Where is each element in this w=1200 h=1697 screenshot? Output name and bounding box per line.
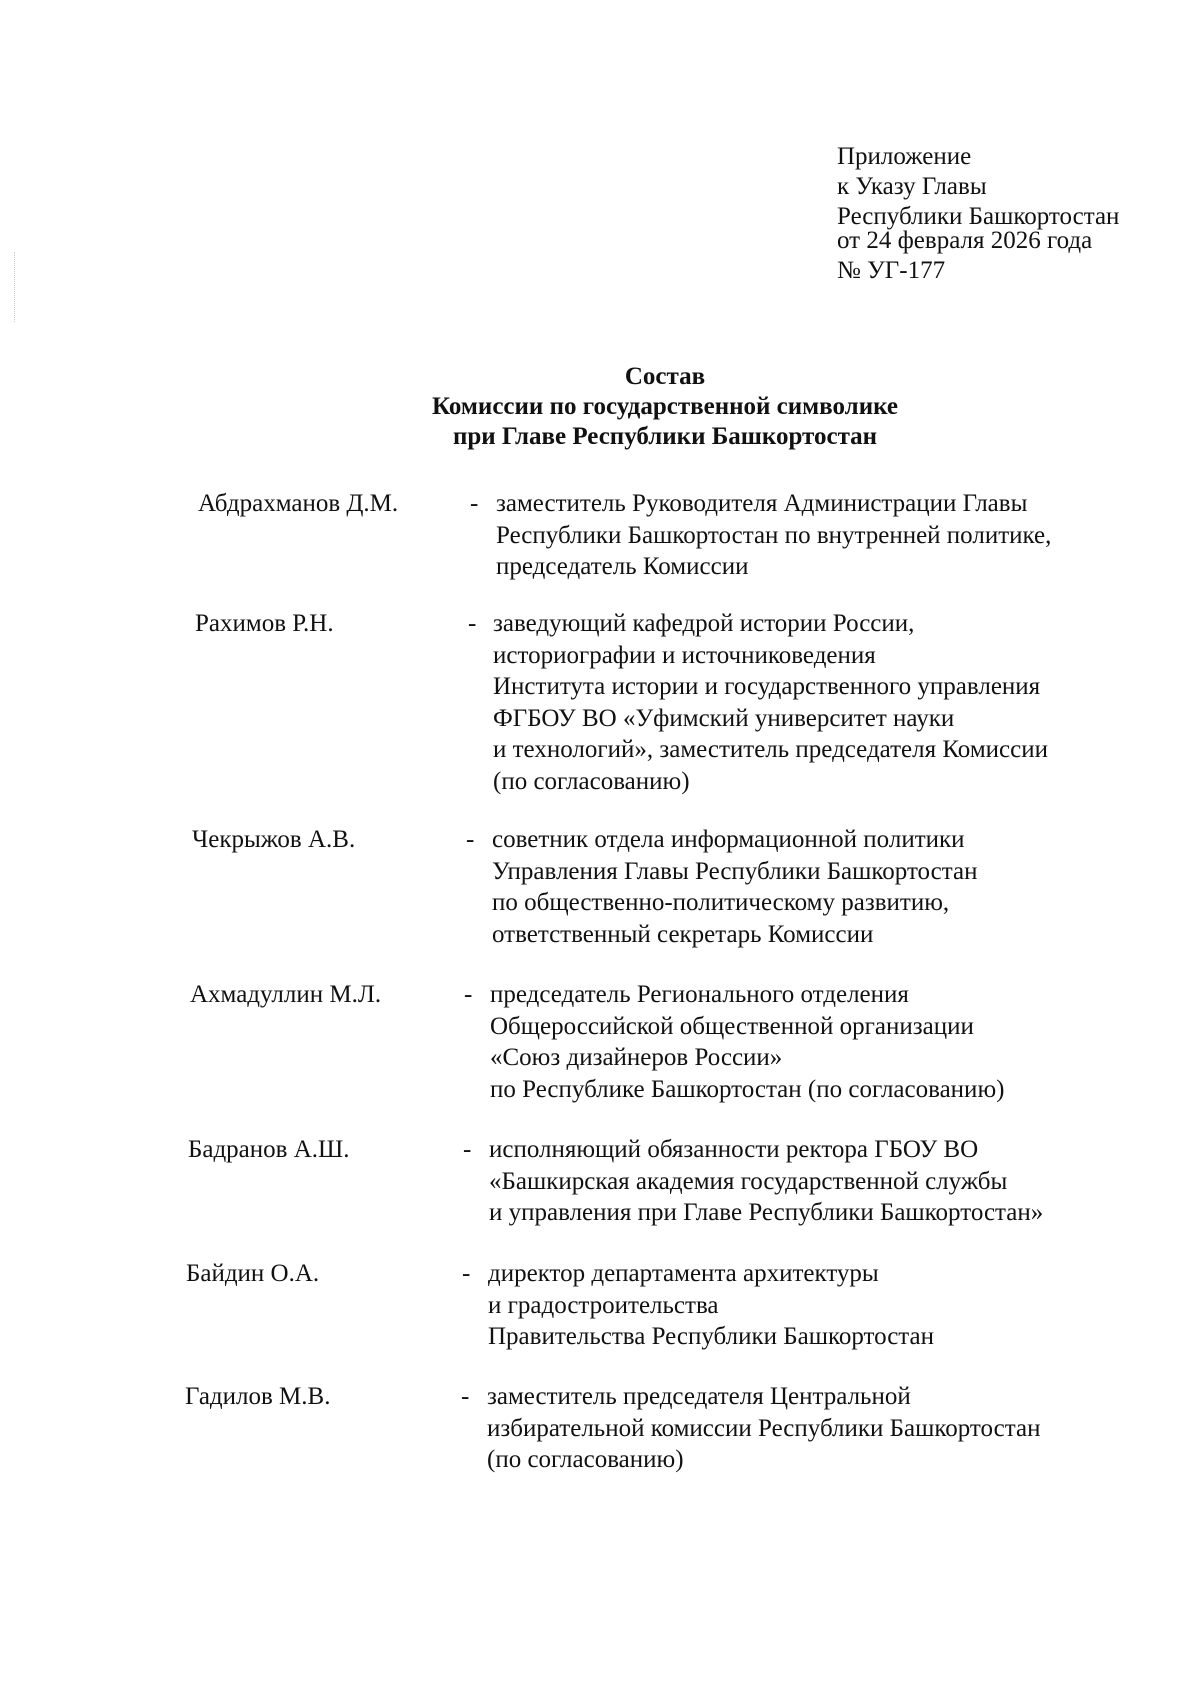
member-dash: - [470,490,479,517]
heading-line: Комиссии по государственной символике [432,393,898,420]
appendix-line: от 24 февраля 2026 года [837,227,1093,254]
member-role-line: директор департамента архитектуры [488,1260,879,1287]
member-role-line: ФГБОУ ВО «Уфимский университет науки [493,704,955,732]
member-role-line: ответственный секретарь Комиссии [492,920,874,948]
member-role-line: Республики Башкортостан по внутренней политике, [496,521,1052,549]
member-dash: - [464,981,473,1008]
member-dash: - [468,610,477,637]
member-name: Байдин О.А. [186,1260,320,1287]
member-role-line: (по согласованию) [487,1446,684,1473]
member-dash: - [463,1136,472,1163]
member-role [489,1134,1043,1229]
scan-margin-mark [14,252,16,322]
member-role-line: председатель Комиссии [496,553,749,580]
member-role-line: избирательной комиссии Республики Башкортостан [487,1414,1041,1442]
member-name: Бадранов А.Ш. [188,1136,350,1163]
member-role-line: Общероссийской общественной организации [490,1012,974,1040]
member-role-line: «Союз дизайнеров России» [490,1044,783,1071]
member-role [496,488,1051,583]
member-role-line: и градостроительства [488,1291,719,1319]
member-role [488,1258,934,1353]
member-name: Чекрыжов А.В. [192,826,356,853]
heading-line: Состав [624,363,706,390]
member-role-line: Управления Главы Республики Башкортостан [492,857,978,885]
member-role-line: и технологий», заместитель председателя Комиссии [493,736,1048,763]
member-dash: - [461,1383,470,1410]
member-role-line: исполняющий обязанности ректора ГБОУ ВО [489,1136,979,1163]
member-role-line: (по согласованию) [493,767,690,795]
appendix-line: Республики Башкортостан [837,203,1120,230]
member-name: Гадилов М.В. [185,1383,331,1410]
member-role-line: «Башкирская академия государственной службы [489,1167,1008,1195]
appendix-line: № УГ-177 [837,257,946,284]
member-role-line: Института истории и государственного управления [493,673,1041,700]
member-role-line: по общественно-политическому развитию, [492,889,950,916]
member-role-line: заместитель Руководителя Администрации Главы [496,490,1028,517]
heading-line: при Главе Республики Башкортостан [452,423,878,450]
appendix-line: к Указу Главы [837,173,987,200]
member-role-line: по Республике Башкортостан (по согласованию) [490,1075,1005,1103]
member-dash: - [462,1260,471,1287]
member-role [487,1381,1040,1476]
member-role [490,979,1004,1105]
member-name: Ахмадуллин М.Л. [190,981,382,1008]
member-role-line: историографии и источниковедения [493,641,876,669]
member-dash: - [466,826,475,853]
member-name: Рахимов Р.Н. [195,610,334,637]
member-role-line: Правительства Республики Башкортостан [488,1323,935,1350]
member-role-line: советник отдела информационной политики [492,826,965,853]
appendix-line: Приложение [837,143,972,170]
member-role-line: председатель Регионального отделения [490,981,909,1008]
member-name: Абдрахманов Д.М. [198,490,399,517]
member-role-line: и управления при Главе Республики Башкортостан» [489,1199,1044,1226]
appendix-block [837,142,1119,286]
document-heading [0,362,1200,452]
member-role-line: заместитель председателя Центральной [487,1383,911,1410]
member-role [493,608,1048,797]
member-role [492,824,977,950]
member-role-line: заведующий кафедрой истории России, [493,610,915,637]
